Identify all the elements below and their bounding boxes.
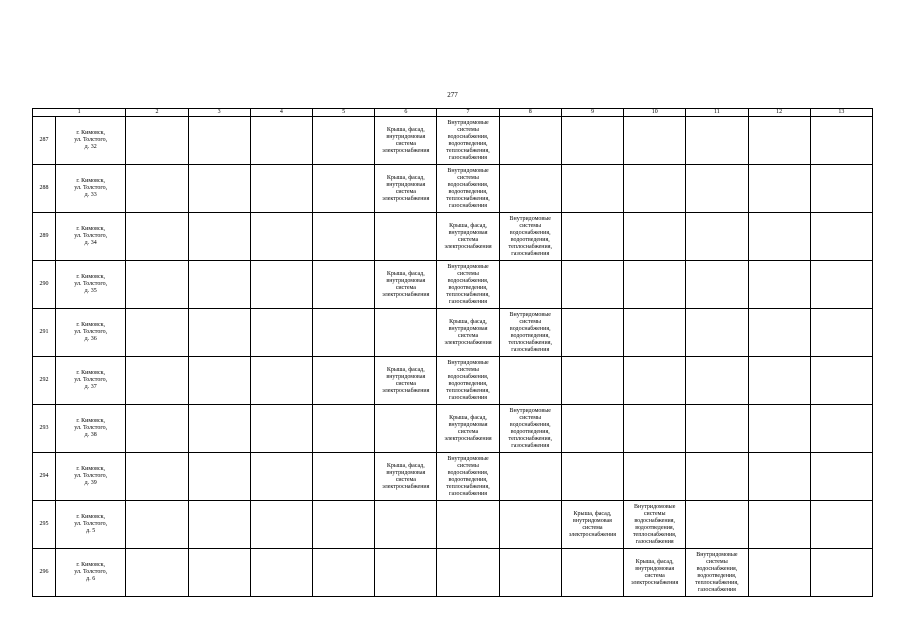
address-cell: г. Кимовск, ул. Толстого, д. 6 xyxy=(56,549,126,597)
work-cell-col-3 xyxy=(188,261,250,309)
work-cell-col-7: Крыша, фасад, внутридомовая система электроснабжения xyxy=(437,309,499,357)
work-cell-col-7 xyxy=(437,501,499,549)
table-row xyxy=(33,549,873,597)
table-row xyxy=(33,261,873,309)
table-row xyxy=(33,117,873,165)
work-cell-col-10 xyxy=(624,213,686,261)
work-cell-col-13 xyxy=(810,213,872,261)
column-header: 12 xyxy=(748,109,810,117)
work-cell-col-13 xyxy=(810,357,872,405)
work-cell-col-12 xyxy=(748,357,810,405)
work-cell-col-8: Внутридомовые системы водоснабжения, водоотведения, теплоснабжения, газоснабжения xyxy=(499,309,561,357)
column-header: 13 xyxy=(810,109,872,117)
row-number: 295 xyxy=(33,501,56,549)
work-cell-col-13 xyxy=(810,405,872,453)
work-cell-col-9 xyxy=(561,405,623,453)
table-row xyxy=(33,213,873,261)
work-cell-col-11 xyxy=(686,261,748,309)
work-cell-col-10 xyxy=(624,453,686,501)
table-row xyxy=(33,501,873,549)
work-cell-col-8: Внутридомовые системы водоснабжения, водоотведения, теплоснабжения, газоснабжения xyxy=(499,405,561,453)
work-cell-col-10 xyxy=(624,309,686,357)
work-cell-col-6: Крыша, фасад, внутридомовая система электроснабжения xyxy=(375,117,437,165)
work-cell-col-13 xyxy=(810,453,872,501)
work-cell-col-4 xyxy=(250,501,312,549)
work-cell-col-8 xyxy=(499,117,561,165)
work-cell-col-2 xyxy=(126,309,188,357)
work-cell-col-10 xyxy=(624,117,686,165)
work-cell-col-3 xyxy=(188,357,250,405)
column-header: 3 xyxy=(188,109,250,117)
work-cell-col-12 xyxy=(748,453,810,501)
work-cell-col-2 xyxy=(126,549,188,597)
table-body xyxy=(33,117,873,597)
work-cell-col-5 xyxy=(312,117,374,165)
work-cell-col-5 xyxy=(312,405,374,453)
row-number: 296 xyxy=(33,549,56,597)
work-cell-col-6 xyxy=(375,309,437,357)
work-cell-col-4 xyxy=(250,309,312,357)
work-cell-col-3 xyxy=(188,405,250,453)
work-cell-col-7 xyxy=(437,549,499,597)
work-cell-col-11 xyxy=(686,309,748,357)
work-cell-col-10 xyxy=(624,261,686,309)
work-cell-col-6 xyxy=(375,405,437,453)
row-number: 287 xyxy=(33,117,56,165)
work-cell-col-10: Крыша, фасад, внутридомовая система электроснабжения xyxy=(624,549,686,597)
work-cell-col-9 xyxy=(561,549,623,597)
column-header: 10 xyxy=(624,109,686,117)
work-cell-col-5 xyxy=(312,501,374,549)
work-cell-col-7: Внутридомовые системы водоснабжения, водоотведения, теплоснабжения, газоснабжения xyxy=(437,261,499,309)
work-cell-col-2 xyxy=(126,501,188,549)
work-cell-col-7: Внутридомовые системы водоснабжения, водоотведения, теплоснабжения, газоснабжения xyxy=(437,117,499,165)
work-cell-col-10 xyxy=(624,357,686,405)
work-cell-col-9 xyxy=(561,309,623,357)
work-cell-col-6 xyxy=(375,213,437,261)
work-cell-col-4 xyxy=(250,213,312,261)
column-header: 4 xyxy=(250,109,312,117)
work-cell-col-2 xyxy=(126,453,188,501)
work-cell-col-8 xyxy=(499,549,561,597)
work-cell-col-8 xyxy=(499,453,561,501)
work-cell-col-3 xyxy=(188,309,250,357)
work-cell-col-6: Крыша, фасад, внутридомовая система электроснабжения xyxy=(375,165,437,213)
work-cell-col-10: Внутридомовые системы водоснабжения, водоотведения, теплоснабжения, газоснабжения xyxy=(624,501,686,549)
work-cell-col-13 xyxy=(810,261,872,309)
column-header: 8 xyxy=(499,109,561,117)
work-cell-col-8 xyxy=(499,357,561,405)
work-cell-col-8 xyxy=(499,501,561,549)
work-cell-col-13 xyxy=(810,501,872,549)
work-cell-col-8 xyxy=(499,165,561,213)
work-cell-col-8: Внутридомовые системы водоснабжения, водоотведения, теплоснабжения, газоснабжения xyxy=(499,213,561,261)
work-cell-col-9: Крыша, фасад, внутридомовая система электроснабжения xyxy=(561,501,623,549)
work-cell-col-11: Внутридомовые системы водоснабжения, водоотведения, теплоснабжения, газоснабжения xyxy=(686,549,748,597)
work-cell-col-4 xyxy=(250,261,312,309)
work-cell-col-3 xyxy=(188,117,250,165)
column-header: 11 xyxy=(686,109,748,117)
work-cell-col-4 xyxy=(250,165,312,213)
work-cell-col-12 xyxy=(748,165,810,213)
table-row xyxy=(33,309,873,357)
table-row xyxy=(33,405,873,453)
column-header: 6 xyxy=(375,109,437,117)
work-cell-col-12 xyxy=(748,501,810,549)
column-header-row xyxy=(33,109,873,117)
row-number: 292 xyxy=(33,357,56,405)
work-cell-col-11 xyxy=(686,357,748,405)
work-cell-col-2 xyxy=(126,405,188,453)
work-cell-col-8 xyxy=(499,261,561,309)
work-cell-col-5 xyxy=(312,213,374,261)
address-cell: г. Кимовск, ул. Толстого, д. 39 xyxy=(56,453,126,501)
work-cell-col-3 xyxy=(188,213,250,261)
work-cell-col-11 xyxy=(686,165,748,213)
work-cell-col-13 xyxy=(810,165,872,213)
work-cell-col-13 xyxy=(810,549,872,597)
column-header: 5 xyxy=(312,109,374,117)
work-cell-col-9 xyxy=(561,213,623,261)
work-cell-col-5 xyxy=(312,309,374,357)
work-cell-col-6: Крыша, фасад, внутридомовая система электроснабжения xyxy=(375,453,437,501)
work-cell-col-5 xyxy=(312,357,374,405)
work-cell-col-5 xyxy=(312,261,374,309)
work-cell-col-11 xyxy=(686,213,748,261)
row-number: 291 xyxy=(33,309,56,357)
work-cell-col-9 xyxy=(561,261,623,309)
page-number: 277 xyxy=(447,91,458,99)
work-cell-col-11 xyxy=(686,453,748,501)
work-cell-col-6 xyxy=(375,549,437,597)
work-cell-col-10 xyxy=(624,165,686,213)
work-cell-col-3 xyxy=(188,501,250,549)
work-cell-col-9 xyxy=(561,357,623,405)
work-cell-col-5 xyxy=(312,549,374,597)
address-cell: г. Кимовск, ул. Толстого, д. 37 xyxy=(56,357,126,405)
address-cell: г. Кимовск, ул. Толстого, д. 32 xyxy=(56,117,126,165)
work-cell-col-2 xyxy=(126,357,188,405)
address-cell: г. Кимовск, ул. Толстого, д. 36 xyxy=(56,309,126,357)
work-cell-col-10 xyxy=(624,405,686,453)
address-cell: г. Кимовск, ул. Толстого, д. 35 xyxy=(56,261,126,309)
work-cell-col-2 xyxy=(126,261,188,309)
work-cell-col-12 xyxy=(748,405,810,453)
work-cell-col-7: Внутридомовые системы водоснабжения, водоотведения, теплоснабжения, газоснабжения xyxy=(437,165,499,213)
row-number: 290 xyxy=(33,261,56,309)
work-cell-col-6: Крыша, фасад, внутридомовая система электроснабжения xyxy=(375,357,437,405)
work-cell-col-4 xyxy=(250,357,312,405)
address-cell: г. Кимовск, ул. Толстого, д. 38 xyxy=(56,405,126,453)
work-cell-col-2 xyxy=(126,213,188,261)
work-cell-col-3 xyxy=(188,165,250,213)
work-cell-col-12 xyxy=(748,117,810,165)
address-cell: г. Кимовск, ул. Толстого, д. 34 xyxy=(56,213,126,261)
work-cell-col-11 xyxy=(686,405,748,453)
work-cell-col-13 xyxy=(810,309,872,357)
column-header: 7 xyxy=(437,109,499,117)
work-cell-col-11 xyxy=(686,501,748,549)
work-cell-col-12 xyxy=(748,309,810,357)
work-cell-col-3 xyxy=(188,549,250,597)
work-cell-col-12 xyxy=(748,261,810,309)
column-header: 9 xyxy=(561,109,623,117)
work-cell-col-9 xyxy=(561,165,623,213)
work-cell-col-5 xyxy=(312,453,374,501)
work-cell-col-9 xyxy=(561,453,623,501)
address-cell: г. Кимовск, ул. Толстого, д. 33 xyxy=(56,165,126,213)
work-cell-col-4 xyxy=(250,405,312,453)
work-cell-col-7: Крыша, фасад, внутридомовая система электроснабжения xyxy=(437,405,499,453)
table-row xyxy=(33,357,873,405)
work-cell-col-9 xyxy=(561,117,623,165)
work-cell-col-7: Крыша, фасад, внутридомовая система электроснабжения xyxy=(437,213,499,261)
work-cell-col-2 xyxy=(126,117,188,165)
work-cell-col-12 xyxy=(748,549,810,597)
table-row xyxy=(33,453,873,501)
work-cell-col-7: Внутридомовые системы водоснабжения, водоотведения, теплоснабжения, газоснабжения xyxy=(437,357,499,405)
work-cell-col-4 xyxy=(250,549,312,597)
column-header: 1 xyxy=(33,109,126,117)
table-row xyxy=(33,165,873,213)
work-cell-col-6 xyxy=(375,501,437,549)
work-cell-col-7: Внутридомовые системы водоснабжения, водоотведения, теплоснабжения, газоснабжения xyxy=(437,453,499,501)
work-cell-col-5 xyxy=(312,165,374,213)
work-cell-col-4 xyxy=(250,117,312,165)
address-cell: г. Кимовск, ул. Толстого, д. 5 xyxy=(56,501,126,549)
work-cell-col-6: Крыша, фасад, внутридомовая система электроснабжения xyxy=(375,261,437,309)
work-cell-col-13 xyxy=(810,117,872,165)
row-number: 293 xyxy=(33,405,56,453)
row-number: 288 xyxy=(33,165,56,213)
column-header: 2 xyxy=(126,109,188,117)
repair-schedule-table xyxy=(32,108,873,597)
work-cell-col-2 xyxy=(126,165,188,213)
work-cell-col-11 xyxy=(686,117,748,165)
row-number: 294 xyxy=(33,453,56,501)
work-cell-col-12 xyxy=(748,213,810,261)
work-cell-col-3 xyxy=(188,453,250,501)
work-cell-col-4 xyxy=(250,453,312,501)
row-number: 289 xyxy=(33,213,56,261)
